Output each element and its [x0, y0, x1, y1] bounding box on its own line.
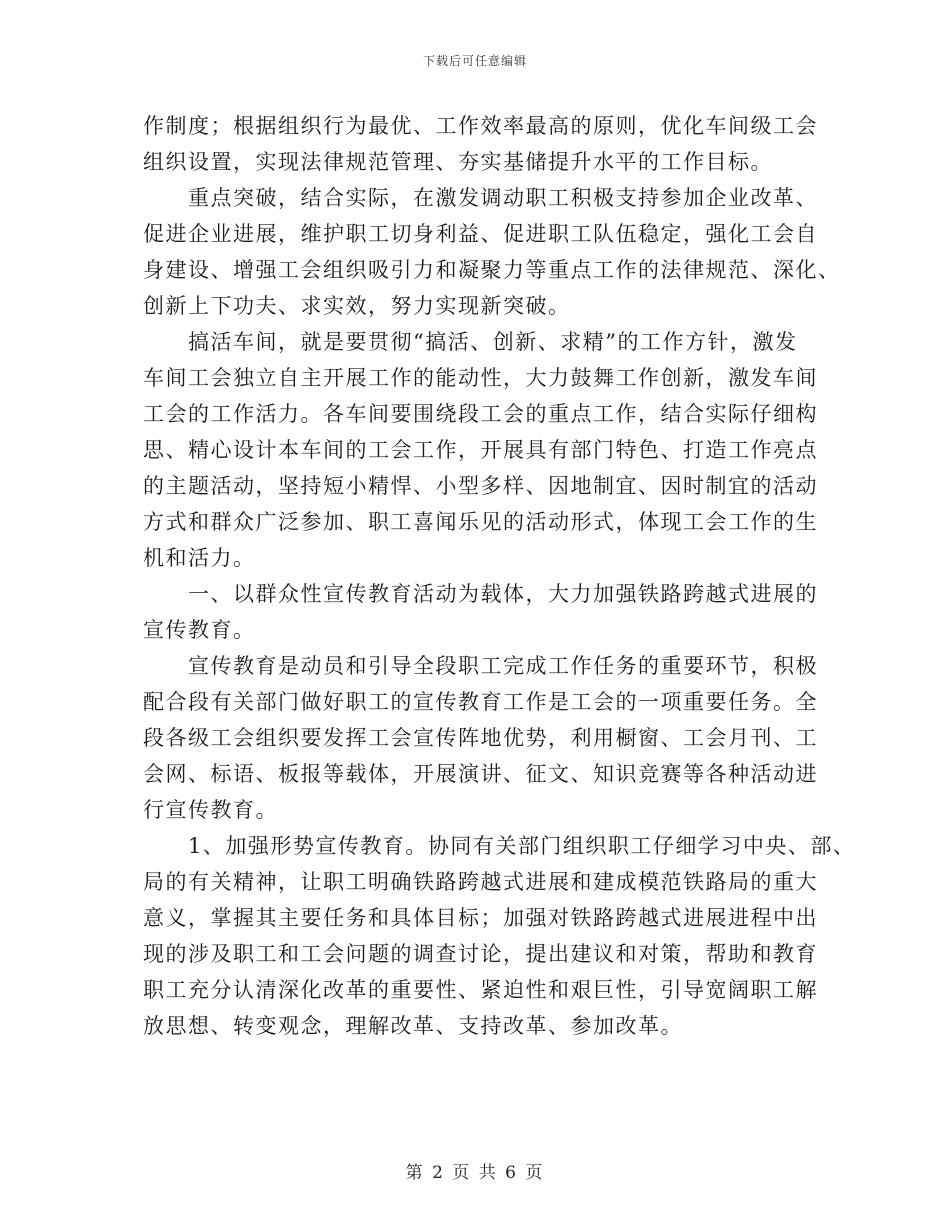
- text-line: 机和活力。: [143, 546, 256, 570]
- text-line: 职工充分认清深化改革的重要性、紧迫性和艰巨性，引导宽阔职工解: [143, 978, 818, 1002]
- page-number: 第 2 页 共 6 页: [405, 1163, 545, 1183]
- text-line: 段各级工会组织要发挥工会宣传阵地优势，利用橱窗、工会月刊、工: [143, 726, 818, 750]
- text-line: 一、以群众性宣传教育活动为载体，大力加强铁路跨越式进展的: [143, 582, 818, 606]
- text-line: 组织设置，实现法律规范管理、夯实基储提升水平的工作目标。: [143, 150, 773, 174]
- text-line: 促进企业进展，维护职工切身利益、促进职工队伍稳定，强化工会自: [143, 222, 818, 246]
- text-line: 的主题活动，坚持短小精悍、小型多样、因地制宜、因时制宜的活动: [143, 474, 818, 498]
- document-body: [143, 108, 856, 1044]
- text-line: 车间工会独立自主开展工作的能动性，大力鼓舞工作创新，激发车间: [143, 366, 818, 390]
- text-line: 身建设、增强工会组织吸引力和凝聚力等重点工作的法律规范、深化、: [143, 258, 841, 282]
- text-line: 宣传教育是动员和引导全段职工完成工作任务的重要环节，积极: [143, 654, 818, 678]
- text-line: 创新上下功夫、求实效，努力实现新突破。: [143, 294, 571, 318]
- text-line: 局的有关精神，让职工明确铁路跨越式进展和建成模范铁路局的重大: [143, 870, 818, 894]
- text-line: 现的涉及职工和工会问题的调查讨论，提出建议和对策，帮助和教育: [143, 942, 818, 966]
- text-line: 配合段有关部门做好职工的宣传教育工作是工会的一项重要任务。全: [143, 690, 818, 714]
- text-line: 意义，掌握其主要任务和具体目标；加强对铁路跨越式进展进程中出: [143, 906, 818, 930]
- text-line: 会网、标语、板报等载体，开展演讲、征文、知识竞赛等各种活动进: [143, 762, 818, 786]
- text-line: 1、加强形势宣传教育。协同有关部门组织职工仔细学习中央、部、: [143, 834, 856, 858]
- text-line: 放思想、转变观念，理解改革、支持改革、参加改革。: [143, 1014, 683, 1038]
- text-line: 搞活车间，就是要贯彻“搞活、创新、求精”的工作方针，激发: [143, 330, 798, 354]
- text-line: 宣传教育。: [143, 618, 256, 642]
- text-line: 工会的工作活力。各车间要围绕段工会的重点工作，结合实际仔细构: [143, 402, 818, 426]
- header-note: 下载后可任意编辑: [422, 54, 527, 68]
- text-line: 作制度；根据组织行为最优、工作效率最高的原则，优化车间级工会: [143, 114, 818, 138]
- text-line: 方式和群众广泛参加、职工喜闻乐见的活动形式，体现工会工作的生: [143, 510, 818, 534]
- text-line: 思、精心设计本车间的工会工作，开展具有部门特色、打造工作亮点: [143, 438, 818, 462]
- text-line: 行宣传教育。: [143, 798, 278, 822]
- text-line: 重点突破，结合实际，在激发调动职工积极支持参加企业改革、: [143, 186, 818, 210]
